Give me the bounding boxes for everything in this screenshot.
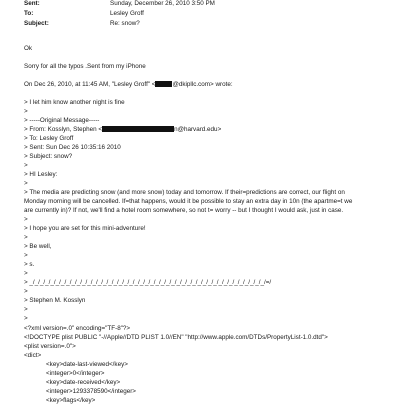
quote-subject: > Subject: snow? <box>24 153 73 160</box>
dict-open: <dict> <box>24 352 42 359</box>
quote-media-3: are currently in)? If not, we'll find a hotel room somewhere, so not t= worry -- but I thought I would ask, just in case. <box>24 207 344 214</box>
quote-be-well: > Be well, <box>24 243 52 250</box>
quote-gt: > <box>24 252 28 259</box>
quote-greeting: > HI Lesley: <box>24 171 58 178</box>
quote-from-pre: > From: Kosslyn, Stephen < <box>24 126 103 133</box>
plist-open: <plist version=.0"> <box>24 343 76 350</box>
redaction-box <box>102 126 174 132</box>
quote-gt: > <box>24 108 28 115</box>
body-ok: Ok <box>24 45 33 52</box>
sent-value: Sunday, December 26, 2010 3:50 PM <box>110 0 215 7</box>
quote-original-message: > -----Original Message----- <box>24 117 100 124</box>
to-value: Lesley Groff <box>110 10 144 17</box>
xml-declaration: <?xml version=.0" encoding="TF-8"?> <box>24 325 131 332</box>
quote-signature-name: > Stephen M. Kosslyn <box>24 297 86 304</box>
quote-sign-s: > s. <box>24 261 35 268</box>
sent-label: Sent: <box>24 0 40 7</box>
on-date-post: @dkipllc.com> wrote: <box>172 81 233 88</box>
key-date-last-viewed: <key>date-last-viewed</key> <box>46 361 128 368</box>
quote-from-post: n@harvard.edu> <box>174 126 222 133</box>
on-date-pre: On Dec 26, 2010, at 11:45 AM, "Lesley Groff" < <box>24 81 156 88</box>
subject-label: Subject: <box>24 20 49 27</box>
quote-gt: > <box>24 180 28 187</box>
quote-gt: > <box>24 315 28 322</box>
quote-underscores: > _/_/_/_/_/_/_/_/_/_/_/_/_/_/_/_/_/_/_/_/_/_/_/_/_/_/_/_/_/_/_/_/_/_/_/_/_/_/_/_/_/_/_/_/_/=/ <box>24 279 272 286</box>
quote-from-line <box>24 126 221 134</box>
key-date-received: <key>date-received</key> <box>46 379 121 386</box>
quote-hope: > I hope you are set for this mini-adventure! <box>24 225 146 232</box>
to-label: To: <box>24 10 34 17</box>
quote-gt: > <box>24 234 28 241</box>
integer-date-received: <integer>1293378590</integer> <box>46 388 136 395</box>
quote-gt: > <box>24 288 28 295</box>
quote-gt: > <box>24 306 28 313</box>
quote-let-him: > I let him know another night is fine <box>24 99 125 106</box>
key-flags: <key>flags</key> <box>46 397 96 404</box>
subject-value: Re: snow? <box>110 20 140 27</box>
xml-doctype: <!DOCTYPE plist PUBLIC "-//Apple//DTD PLIST 1.0//EN" "http://www.apple.com/DTDs/PropertyList-1.0.dtd"> <box>24 334 328 341</box>
quote-gt: > <box>24 216 28 223</box>
redaction-box <box>155 81 172 87</box>
quote-gt: > <box>24 270 28 277</box>
quote-sent: > Sent: Sun Dec 26 10:35:16 2010 <box>24 144 121 151</box>
integer-zero: <integer>0</integer> <box>46 370 105 377</box>
on-date-line <box>24 81 233 89</box>
body-sorry: Sorry for all the typos .Sent from my iPhone <box>24 63 146 70</box>
quote-gt: > <box>24 162 28 169</box>
quote-to: > To: Lesley Groff <box>24 135 74 142</box>
quote-media-1: > The media are predicting snow (and more snow) today and tomorrow. If their=predictions are correct, our flight on <box>24 189 345 196</box>
quote-media-2: Monday morning will be cancelled. If=that happens, would it be possible to stay an extra day in 10n (the apartme=t we <box>24 198 353 205</box>
